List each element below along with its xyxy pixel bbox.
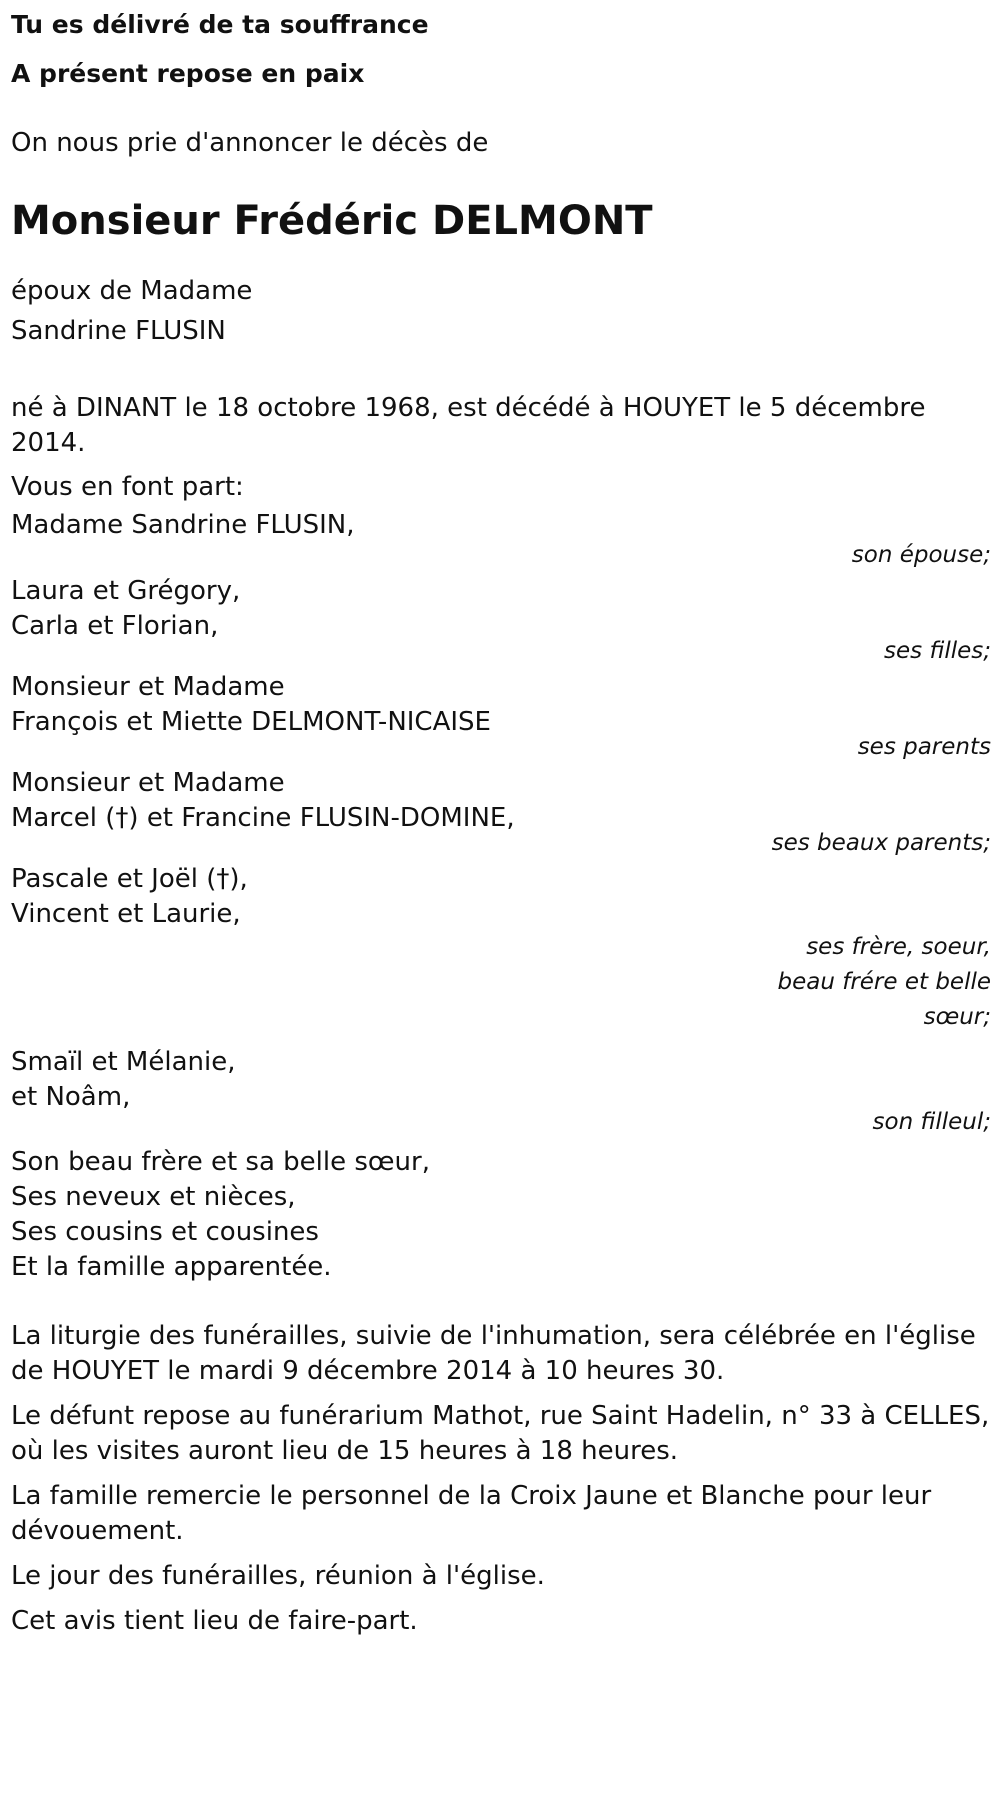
spouse-line-1: époux de Madame bbox=[11, 276, 253, 306]
relation-label: son épouse; bbox=[851, 542, 991, 568]
notice-text: Cet avis tient lieu de faire-part. bbox=[11, 1606, 418, 1636]
mourner-group bbox=[11, 766, 991, 858]
mourner-line: Laura et Grégory, bbox=[11, 576, 241, 606]
birth-death-text: né à DINANT le 18 octobre 1968, est décédé à HOUYET le 5 décembre 2014. bbox=[11, 393, 926, 458]
mourner-line: François et Miette DELMONT-NICAISE bbox=[11, 707, 491, 737]
mourner-line: et Noâm, bbox=[11, 1082, 131, 1112]
relation-label: sœur; bbox=[923, 1004, 991, 1030]
relation-label-block bbox=[11, 930, 991, 1035]
family-line: Ses cousins et cousines bbox=[11, 1217, 319, 1247]
funeral-info: La liturgie des funérailles, suivie de l'inhumation, sera célébrée en l'église de HOUYET le mardi 9 décembre 2014 à 10 heures 30. bbox=[11, 1321, 976, 1386]
mourner-line: Marcel (†) et Francine FLUSIN-DOMINE, bbox=[11, 803, 515, 833]
thanks-text: La famille remercie le personnel de la Croix Jaune et Blanche pour leur dévouement. bbox=[11, 1481, 932, 1546]
spouse-block bbox=[11, 271, 991, 351]
mourner-line: Monsieur et Madame bbox=[11, 768, 285, 798]
mourner-line: Vincent et Laurie, bbox=[11, 899, 241, 929]
deceased-name: Monsieur Frédéric DELMONT bbox=[11, 198, 653, 244]
mourner-line: Carla et Florian, bbox=[11, 611, 219, 641]
visitation-info: Le défunt repose au funérarium Mathot, rue Saint Hadelin, n° 33 à CELLES, où les visites auront lieu de 15 heures à 18 heures. bbox=[11, 1401, 990, 1466]
relation-label: beau frére et belle bbox=[777, 969, 991, 995]
relation-label: ses beaux parents; bbox=[771, 830, 991, 856]
relation-label: ses parents bbox=[857, 734, 991, 760]
spouse-line-2: Sandrine FLUSIN bbox=[11, 316, 226, 346]
relation-label: ses filles; bbox=[884, 638, 991, 664]
mourner-line: Monsieur et Madame bbox=[11, 672, 285, 702]
closing-section bbox=[11, 1319, 991, 1639]
mourner-group bbox=[11, 507, 991, 570]
mourner-group bbox=[11, 670, 991, 762]
mourner-group bbox=[11, 862, 991, 1035]
family-line: Son beau frère et sa belle sœur, bbox=[11, 1147, 430, 1177]
relation-label: son filleul; bbox=[872, 1109, 991, 1135]
mourner-line: Pascale et Joël (†), bbox=[11, 864, 248, 894]
mourner-group bbox=[11, 574, 991, 666]
announce-text: Vous en font part: bbox=[11, 472, 244, 502]
mourner-line: Madame Sandrine FLUSIN, bbox=[11, 510, 355, 540]
family-list bbox=[11, 1145, 991, 1285]
header-line-1: Tu es délivré de ta souffrance bbox=[11, 10, 429, 39]
meeting-info: Le jour des funérailles, réunion à l'église. bbox=[11, 1561, 545, 1591]
obituary-content bbox=[11, 8, 991, 1639]
header-line-2: A présent repose en paix bbox=[11, 59, 365, 88]
mourner-line: Smaïl et Mélanie, bbox=[11, 1047, 236, 1077]
intro-text: On nous prie d'annoncer le décès de bbox=[11, 128, 489, 158]
family-line: Et la famille apparentée. bbox=[11, 1252, 332, 1282]
mourner-group bbox=[11, 1045, 991, 1137]
relation-label: ses frère, soeur, bbox=[806, 934, 991, 960]
family-line: Ses neveux et nièces, bbox=[11, 1182, 296, 1212]
mourners-list bbox=[11, 507, 991, 1137]
